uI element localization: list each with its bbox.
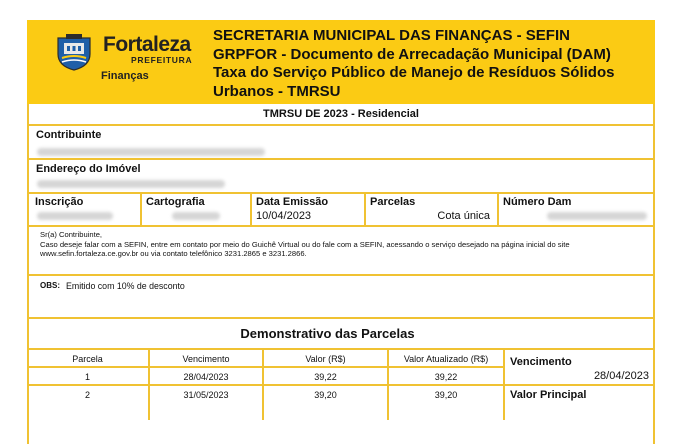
contribuinte-value-redacted bbox=[37, 148, 265, 156]
table-cell: 2 bbox=[84, 390, 90, 400]
financas-label: Finanças bbox=[101, 70, 149, 82]
divider bbox=[27, 158, 655, 160]
numero-dam-label: Número Dam bbox=[503, 196, 572, 208]
divider bbox=[364, 192, 366, 225]
dam-document bbox=[27, 20, 655, 440]
parcelas-label: Parcelas bbox=[370, 196, 416, 208]
parcelas-value: Cota única bbox=[437, 210, 490, 222]
divider bbox=[27, 225, 655, 227]
table-cell: 31/05/2023 bbox=[183, 390, 229, 400]
data-emissao-value: 10/04/2023 bbox=[256, 210, 312, 222]
message-line-1: Sr(a) Contribuinte, bbox=[40, 230, 103, 239]
endereco-value-redacted bbox=[37, 180, 225, 188]
divider bbox=[27, 366, 505, 368]
city-name: Fortaleza bbox=[103, 33, 191, 56]
contribuinte-label: Contribuinte bbox=[36, 129, 102, 141]
col-valor: Valor (R$) bbox=[305, 354, 346, 364]
divider bbox=[250, 192, 252, 225]
header-title bbox=[213, 27, 649, 101]
cartografia-value-redacted bbox=[172, 212, 220, 220]
section-title: TMRSU DE 2023 - Residencial bbox=[263, 108, 419, 120]
col-vencimento: Vencimento bbox=[182, 354, 230, 364]
header-line-2: GRPFOR - Documento de Arrecadação Municipal (DAM) bbox=[213, 45, 611, 63]
divider bbox=[27, 124, 655, 126]
numero-dam-value-redacted bbox=[547, 212, 647, 220]
table-cell: 39,20 bbox=[314, 390, 337, 400]
table-cell: 39,22 bbox=[314, 372, 337, 382]
divider bbox=[27, 348, 655, 350]
contact-message bbox=[40, 230, 650, 259]
divider bbox=[27, 192, 655, 194]
divider bbox=[140, 192, 142, 225]
divider bbox=[497, 192, 499, 225]
parcelas-section-title: Demonstrativo das Parcelas bbox=[240, 326, 415, 341]
cartografia-label: Cartografia bbox=[146, 196, 205, 208]
inscricao-label: Inscrição bbox=[35, 196, 84, 208]
inscricao-value-redacted bbox=[37, 212, 113, 220]
side-vencimento-value: 28/04/2023 bbox=[593, 370, 649, 382]
divider bbox=[27, 274, 655, 276]
data-emissao-label: Data Emissão bbox=[256, 196, 329, 208]
header-line-4: Urbanos - TMRSU bbox=[213, 82, 341, 100]
table-cell: 39,22 bbox=[434, 372, 458, 382]
prefeitura-label: PREFEITURA bbox=[131, 55, 193, 65]
divider bbox=[27, 384, 505, 386]
endereco-label: Endereço do Imóvel bbox=[36, 163, 141, 175]
obs-text: Emitido com 10% de desconto bbox=[66, 281, 185, 291]
divider bbox=[27, 317, 655, 319]
city-crest-icon bbox=[52, 32, 96, 72]
header-band bbox=[27, 20, 655, 104]
side-vencimento-label: Vencimento bbox=[510, 356, 572, 368]
header-line-3: Taxa do Serviço Público de Manejo de Resíduos Sólidos bbox=[213, 64, 615, 81]
header-line-1: SECRETARIA MUNICIPAL DAS FINANÇAS - SEFIN bbox=[213, 27, 570, 44]
obs-label: OBS: bbox=[40, 281, 60, 290]
prefeitura-logo bbox=[27, 20, 207, 104]
table-cell: 1 bbox=[84, 372, 90, 382]
col-valor-atualizado: Valor Atualizado (R$) bbox=[403, 354, 489, 364]
table-cell: 28/04/2023 bbox=[183, 372, 229, 382]
divider bbox=[505, 384, 655, 386]
table-cell: 39,20 bbox=[434, 390, 458, 400]
message-line-2: Caso deseje falar com a SEFIN, entre em contato por meio do Guichê Virtual ou do fale com a SEFIN, acessando o serviço desejado na página inicial do site bbox=[40, 239, 570, 249]
col-parcela: Parcela bbox=[72, 354, 103, 364]
message-line-3: www.sefin.fortaleza.ce.gov.br ou via contato telefônico 3231.2865 e 3231.2866. bbox=[40, 249, 307, 259]
side-valor-label: Valor Principal bbox=[510, 389, 587, 401]
